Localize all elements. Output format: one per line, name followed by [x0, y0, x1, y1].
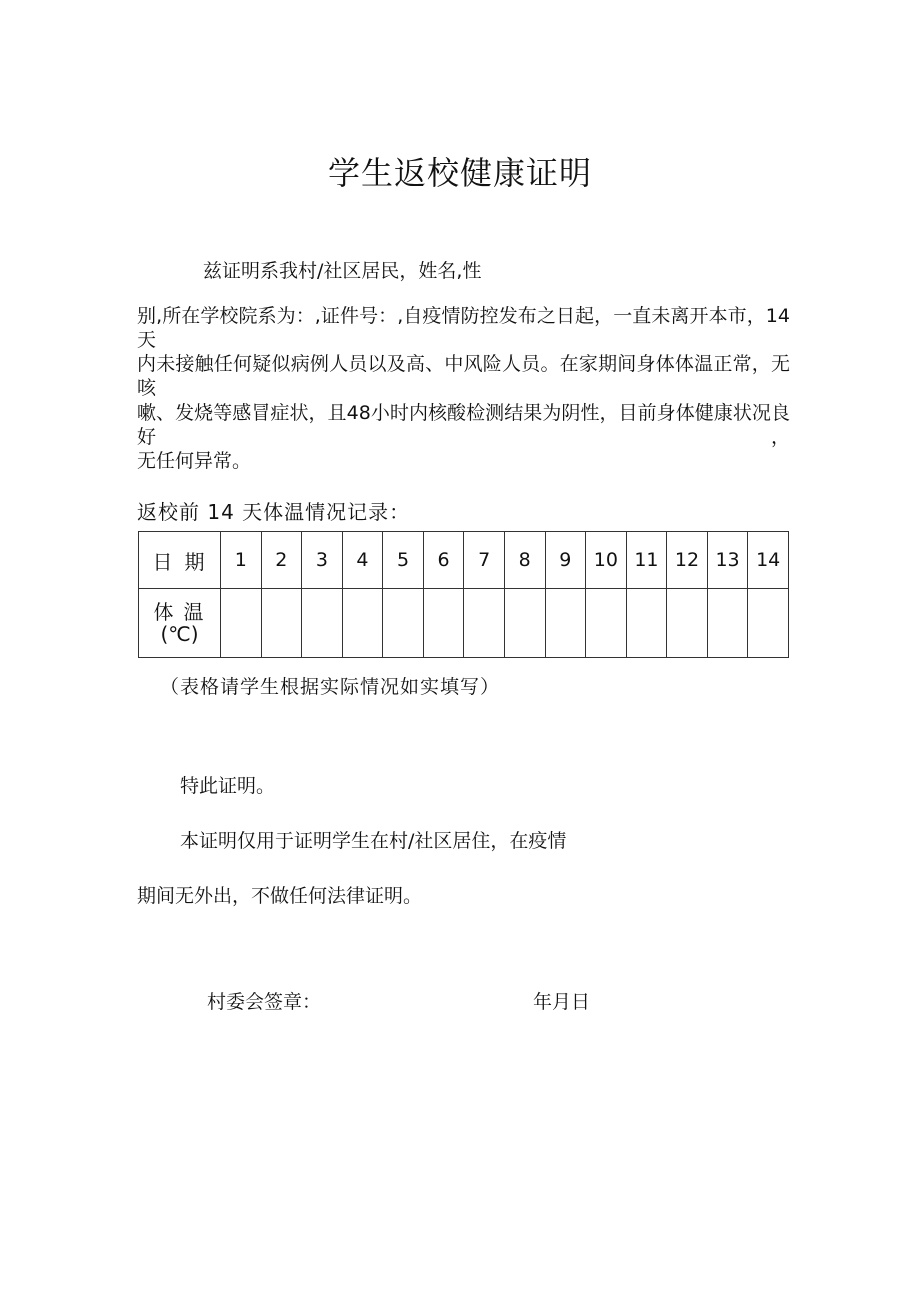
day-cell: 4 [342, 532, 383, 589]
date-row-label: 日期 [139, 532, 221, 589]
temperature-record-title: 返校前 14 天体温情况记录： [137, 500, 411, 524]
temperature-cell[interactable] [423, 589, 464, 658]
temperature-cell[interactable] [464, 589, 505, 658]
temperature-row-label [139, 589, 221, 658]
temperature-cell[interactable] [504, 589, 545, 658]
temperature-record-table [138, 531, 789, 658]
paragraph-line-1: 兹证明系我村/社区居民，姓名,性 [203, 260, 482, 282]
signature-date: 年月日 [533, 991, 591, 1013]
paragraph-line-2: 别,所在学校院系为：,证件号：,自疫情防控发布之日起，一直未离开本市，14天 [137, 305, 790, 351]
day-cell: 9 [545, 532, 586, 589]
temperature-unit-text: (℃) [160, 622, 199, 646]
temperature-cell[interactable] [302, 589, 343, 658]
table-note: （表格请学生根据实际情况如实填写） [160, 676, 501, 698]
day-cell: 1 [221, 532, 262, 589]
paragraph-line-4: 嗽、发烧等感冒症状，且48小时内核酸检测结果为阴性，目前身体健康状况良好， [137, 402, 790, 448]
temperature-cell[interactable] [586, 589, 627, 658]
paragraph-line-3: 内未接触任何疑似病例人员以及高、中风险人员。在家期间身体体温正常，无咳 [137, 353, 790, 399]
day-cell: 3 [302, 532, 343, 589]
temperature-cell[interactable] [261, 589, 302, 658]
signature-label: 村委会签章： [207, 991, 322, 1013]
temperature-cell[interactable] [342, 589, 383, 658]
day-cell: 7 [464, 532, 505, 589]
temperature-cell[interactable] [383, 589, 424, 658]
date-row [139, 532, 789, 589]
temperature-cell[interactable] [707, 589, 748, 658]
temperature-label-text: 体温 [153, 600, 214, 624]
day-cell: 13 [707, 532, 748, 589]
day-cell: 12 [667, 532, 708, 589]
disclaimer-line-2: 期间无外出，不做任何法律证明。 [137, 885, 423, 907]
disclaimer-line-1: 本证明仅用于证明学生在村/社区居住，在疫情 [180, 830, 567, 852]
day-cell: 6 [423, 532, 464, 589]
day-cell: 14 [748, 532, 789, 589]
day-cell: 10 [586, 532, 627, 589]
day-cell: 2 [261, 532, 302, 589]
certify-statement: 特此证明。 [180, 775, 276, 797]
day-cell: 5 [383, 532, 424, 589]
paragraph-line-5: 无任何异常。 [137, 450, 252, 472]
temperature-row [139, 589, 789, 658]
day-cell: 11 [626, 532, 667, 589]
temperature-cell[interactable] [667, 589, 708, 658]
document-title: 学生返校健康证明 [327, 154, 592, 192]
temperature-cell[interactable] [626, 589, 667, 658]
day-cell: 8 [504, 532, 545, 589]
temperature-cell[interactable] [221, 589, 262, 658]
temperature-cell[interactable] [545, 589, 586, 658]
temperature-cell[interactable] [748, 589, 789, 658]
